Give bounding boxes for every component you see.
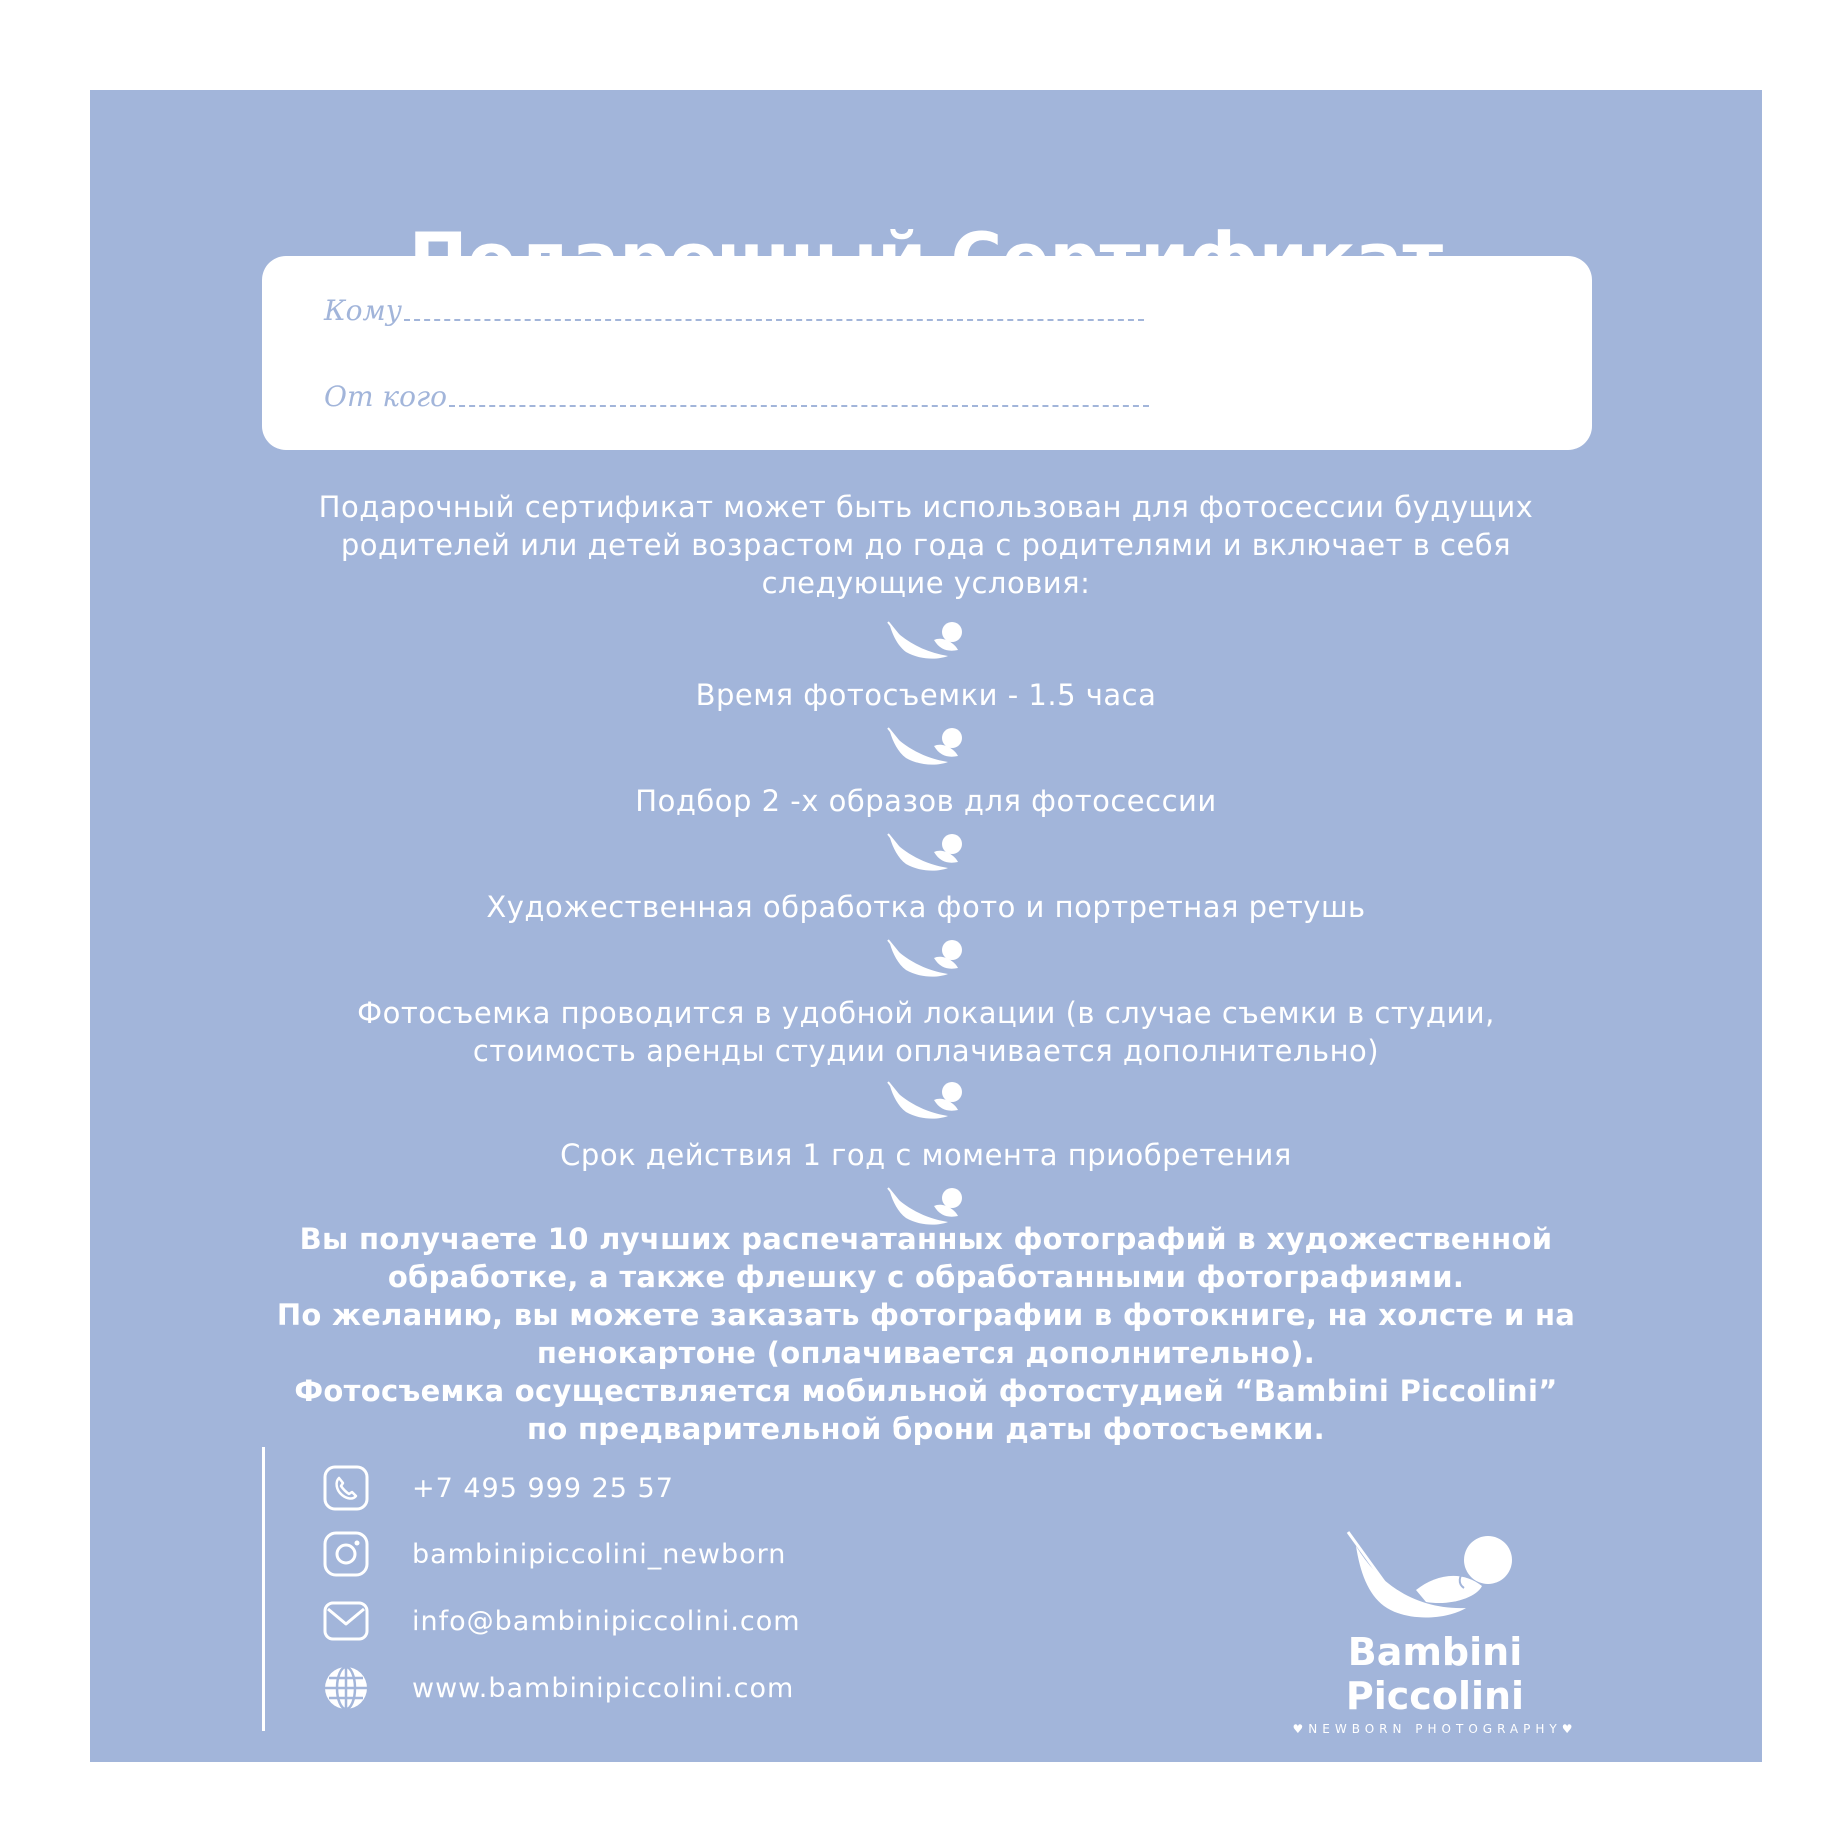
condition-text: Подбор 2 -х образов для фотосессии xyxy=(635,784,1217,818)
condition-text: Срок действия 1 год с момента приобретения xyxy=(560,1138,1292,1172)
email-icon xyxy=(322,1597,370,1645)
from-label: От кого xyxy=(324,380,447,413)
email-address: info@bambinipiccolini.com xyxy=(412,1605,801,1637)
contact-email[interactable] xyxy=(322,1597,801,1645)
feather-baby-icon xyxy=(884,828,968,878)
phone-number: +7 495 999 25 57 xyxy=(412,1472,674,1504)
feather-baby-icon xyxy=(884,934,968,984)
condition-item xyxy=(90,722,1762,820)
benefits-line: Вы получаете 10 лучших распечатанных фотографий в художественной xyxy=(299,1222,1553,1256)
condition-item xyxy=(90,828,1762,926)
intro-text: Подарочный сертификат может быть использован для фотосессии будущих родителей или детей возрастом до года с родителями и включает в себя следующие условия: xyxy=(318,490,1534,600)
condition-item xyxy=(90,616,1762,714)
website-url: www.bambinipiccolini.com xyxy=(412,1672,795,1704)
phone-icon xyxy=(322,1464,370,1512)
condition-item xyxy=(90,1076,1762,1174)
feather-baby-icon xyxy=(884,1076,968,1126)
recipient-fields-box xyxy=(262,256,1592,450)
contact-phone[interactable] xyxy=(322,1464,674,1512)
benefits-line: Фотосъемка осуществляется мобильной фотостудией “Bambini Piccolini” xyxy=(294,1374,1558,1408)
contact-instagram[interactable] xyxy=(322,1530,786,1578)
feather-baby-icon xyxy=(884,616,968,666)
contacts-divider xyxy=(262,1447,265,1731)
globe-icon xyxy=(322,1664,370,1712)
condition-text: Время фотосъемки - 1.5 часа xyxy=(695,678,1157,712)
instagram-handle: bambinipiccolini_newborn xyxy=(412,1538,787,1570)
brand-subtitle: ♥NEWBORN PHOTOGRAPHY♥ xyxy=(1292,1722,1578,1736)
benefits-line: по предварительной брони даты фотосъемки. xyxy=(527,1412,1325,1446)
condition-item xyxy=(90,934,1762,1070)
instagram-icon xyxy=(322,1530,370,1578)
condition-text: Художественная обработка фото и портретная ретушь xyxy=(486,890,1366,924)
benefits-line: пенокартоне (оплачивается дополнительно). xyxy=(536,1336,1316,1370)
certificate-card xyxy=(90,90,1762,1762)
condition-text: Фотосъемка проводится в удобной локации (в случае съемки в студии, стоимость аренды студии оплачивается дополнительно) xyxy=(357,996,1495,1068)
to-field[interactable] xyxy=(324,294,1144,327)
to-label: Кому xyxy=(324,294,402,327)
from-field[interactable] xyxy=(324,380,1149,413)
brand-name: Bambini Piccolini xyxy=(1345,1630,1525,1718)
from-line xyxy=(449,405,1149,407)
contact-website[interactable] xyxy=(322,1664,794,1712)
to-line xyxy=(404,319,1144,321)
feather-baby-icon xyxy=(884,722,968,772)
benefits-line: По желанию, вы можете заказать фотографии в фотокниге, на холсте и на xyxy=(276,1298,1576,1332)
brand-logo xyxy=(1270,1530,1600,1736)
feather-baby-logo-icon xyxy=(1346,1530,1516,1622)
benefits-line: обработке, а также флешку с обработанными фотографиями. xyxy=(387,1260,1465,1294)
benefits-text xyxy=(260,1220,1592,1448)
